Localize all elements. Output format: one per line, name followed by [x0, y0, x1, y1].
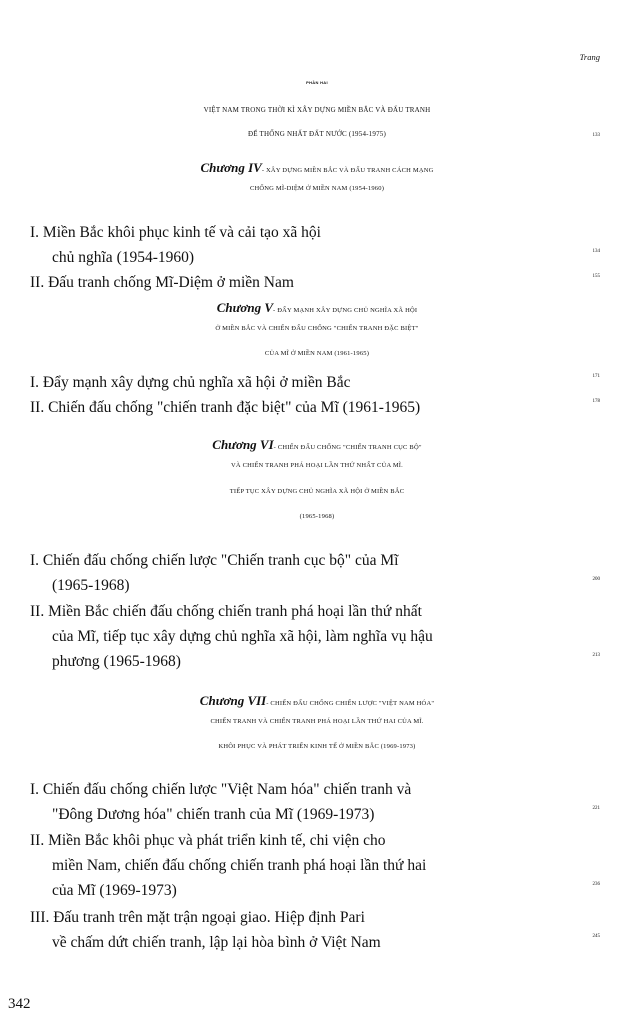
chapter-title-line: CỦA MĨ Ở MIỀN NAM (1961-1965): [264, 350, 370, 357]
toc-entry-line: II. Chiến đấu chống "chiến tranh đặc biệt" của Mĩ (1961-1965): [30, 399, 421, 416]
toc-entry-line: II. Miền Bắc chiến đấu chống chiến tranh phá hoại lần thứ nhất: [30, 603, 422, 620]
chapter-label: Chương VI: [212, 437, 274, 452]
chapter-heading-line: [0, 693, 634, 709]
chapter-title-text: - CHIẾN ĐẤU CHỐNG CHIẾN LƯỢC "VIỆT NAM HÓA": [266, 700, 435, 707]
chapter-title-line: CHIẾN TRANH VÀ CHIẾN TRANH PHÁ HOẠI LẦN THỨ HAI CỦA MĨ.: [210, 718, 424, 725]
chapter-title-line: VÀ CHIẾN TRANH PHÁ HOẠI LẦN THỨ NHẤT CỦA MĨ.: [230, 462, 403, 469]
toc-entry-page: 200: [592, 577, 600, 582]
chapter-title-line: TIẾP TỤC XÂY DỰNG CHỦ NGHĨA XÃ HỘI Ở MIỀN BẮC: [229, 488, 405, 495]
chapter-title-line: KHÔI PHỤC VÀ PHÁT TRIỂN KINH TẾ Ở MIỀN BẮC (1969-1973): [218, 743, 416, 750]
chapter-title-text: - CHIẾN ĐẤU CHỐNG "CHIẾN TRANH CỤC BỘ": [273, 444, 422, 451]
toc-entry-page: 213: [592, 653, 600, 658]
part-title-line: ĐỂ THỐNG NHẤT ĐẤT NƯỚC (1954-1975): [247, 130, 387, 138]
chapter-title-text: - ĐẨY MẠNH XÂY DỰNG CHỦ NGHĨA XÃ HỘI: [273, 307, 418, 314]
toc-entry-line: III. Đấu tranh trên mặt trận ngoại giao. Hiệp định Pari: [30, 909, 365, 926]
toc-entry-line: I. Miền Bắc khôi phục kinh tế và cải tạo xã hội: [30, 224, 321, 241]
toc-entry-line: phương (1965-1968): [52, 653, 181, 670]
chapter-label: Chương V: [216, 300, 274, 315]
part-label: PHẦN HAI: [306, 80, 328, 85]
toc-entry-page: 171: [592, 374, 600, 379]
chapter-title-text: - XÂY DỰNG MIỀN BẮC VÀ ĐẤU TRANH CÁCH MẠNG: [261, 167, 434, 174]
toc-entry-line: của Mĩ, tiếp tục xây dựng chủ nghĩa xã hội, làm nghĩa vụ hậu: [52, 628, 433, 645]
toc-entry-page: 178: [592, 399, 600, 404]
chapter-title-line: CHỐNG MĨ-DIỆM Ở MIỀN NAM (1954-1960): [249, 185, 385, 192]
toc-entry-line: miền Nam, chiến đấu chống chiến tranh phá hoại lần thứ hai: [52, 857, 427, 874]
toc-entry-line: I. Đẩy mạnh xây dựng chủ nghĩa xã hội ở miền Bắc: [30, 374, 351, 391]
chapter-heading-line: [0, 160, 634, 176]
chapter-title-line: (1965-1968): [299, 513, 335, 520]
toc-entry-line: chủ nghĩa (1954-1960): [52, 249, 195, 266]
toc-entry-line: I. Chiến đấu chống chiến lược "Việt Nam hóa" chiến tranh và: [30, 781, 412, 798]
chapter-label: Chương VII: [199, 693, 267, 708]
toc-entry-page: 245: [592, 934, 600, 939]
part-title-line: VIỆT NAM TRONG THỜI KÌ XÂY DỰNG MIỀN BẮC VÀ ĐẤU TRANH: [203, 106, 431, 114]
toc-entry-line: II. Đấu tranh chống Mĩ-Diệm ở miền Nam: [30, 274, 294, 291]
toc-entry-line: (1965-1968): [52, 577, 130, 594]
part-page-number: 133: [592, 133, 600, 138]
toc-entry-line: "Đông Dương hóa" chiến tranh của Mĩ (1969-1973): [52, 806, 375, 823]
toc-entry-line: I. Chiến đấu chống chiến lược "Chiến tranh cục bộ" của Mĩ: [30, 552, 399, 569]
chapter-label: Chương IV: [200, 160, 262, 175]
page-number: 342: [8, 996, 31, 1012]
toc-entry-page: 221: [592, 806, 600, 811]
toc-entry-page: 236: [592, 882, 600, 887]
toc-entry-line: II. Miền Bắc khôi phục và phát triển kinh tế, chi viện cho: [30, 832, 386, 849]
toc-entry-line: của Mĩ (1969-1973): [52, 882, 177, 899]
toc-entry-page: 134: [592, 249, 600, 254]
chapter-heading-line: [0, 300, 634, 316]
toc-entry-line: về chấm dứt chiến tranh, lập lại hòa bình ở Việt Nam: [52, 934, 381, 951]
chapter-title-line: Ở MIỀN BẮC VÀ CHIẾN ĐẤU CHỐNG "CHIẾN TRANH ĐẶC BIỆT": [215, 325, 419, 332]
chapter-heading-line: [0, 437, 634, 453]
toc-entry-page: 155: [592, 274, 600, 279]
page-column-header: Trang: [579, 52, 600, 62]
